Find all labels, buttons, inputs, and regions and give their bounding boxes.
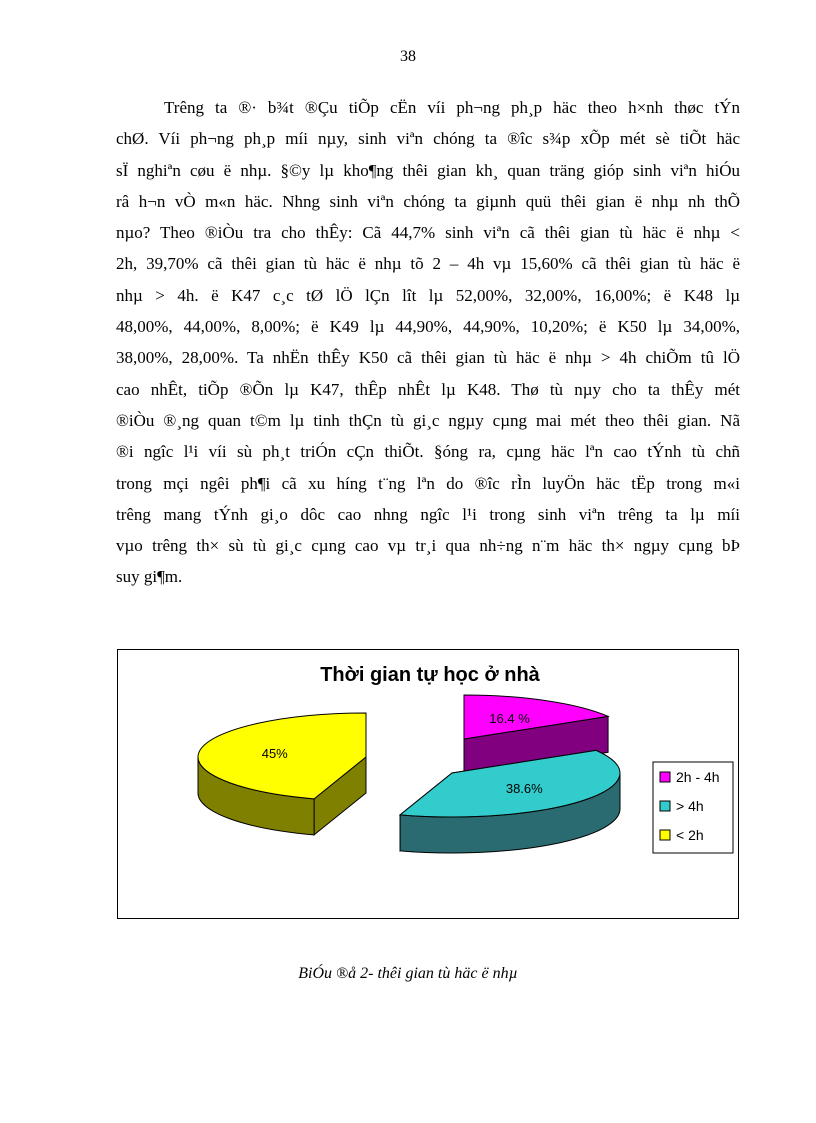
paragraph-line: cao nhÊt, tiÕp ®Õn lµ K47, thÊp nhÊt lµ K48. Thø tù nµy cho ta thÊy mét <box>116 379 740 399</box>
paragraph-line: trêng mang tÝnh gi¸o dôc cao nhng ngîc l¹i trong sinh viªn trêng ta lµ míi <box>116 504 740 524</box>
figure-caption: BiÓu ®å 2- thêi gian tù häc ë nhµ <box>298 965 518 982</box>
chart-title: Thời gian tự học ở nhà <box>320 664 540 686</box>
legend-swatch <box>660 801 670 811</box>
legend-swatch <box>660 772 670 782</box>
paragraph-line: sÏ nghiªn cøu ë nhµ. §©y lµ kho¶ng thêi gian kh¸ quan träng gióp sinh viªn hiÓu <box>116 160 740 180</box>
page-number: 38 <box>400 48 416 65</box>
legend-swatch <box>660 830 670 840</box>
pie-chart <box>118 650 738 918</box>
legend-label: < 2h <box>676 827 704 843</box>
legend-label: 2h - 4h <box>676 769 720 785</box>
pie-chart-frame <box>117 649 739 919</box>
paragraph-line: ®iÒu ®¸ng quan t©m lµ tinh thÇn tù gi¸c ngµy cµng mai mét theo thêi gian. Nã <box>116 410 740 430</box>
pie-slice <box>198 713 366 835</box>
paragraph-line: 48,00%, 44,00%, 8,00%; ë K49 lµ 44,90%, 44,90%, 10,20%; ë K50 lµ 34,00%, <box>116 317 740 337</box>
slice-data-label: 16.4 % <box>489 710 530 726</box>
paragraph-line: chØ. Víi ph¬ng ph¸p míi nµy, sinh viªn chóng ta ®îc s¾p xÕp mét sè tiÕt häc <box>116 129 740 149</box>
body-paragraph <box>116 92 740 593</box>
paragraph-line: râ h¬n vÒ m«n häc. Nhng sinh viªn chóng ta giµnh quü thêi gian ë nhµ nh thÕ <box>116 191 740 211</box>
slice-data-label: 38.6% <box>505 781 543 797</box>
pie-slice <box>400 750 620 853</box>
paragraph-line: vµo trêng th× sù tù gi¸c cµng cao vµ tr¸i qua nh÷ng n¨m häc th× ngµy cµng bÞ <box>116 536 740 556</box>
paragraph-line: nhµ > 4h. ë K47 c¸c tØ lÖ lÇn lît lµ 52,00%, 32,00%, 16,00%; ë K48 lµ <box>116 285 740 305</box>
paragraph-line: 2h, 39,70% cã thêi gian tù häc ë nhµ tõ 2 – 4h vµ 15,60% cã thêi gian tù häc ë <box>116 254 740 274</box>
paragraph-line: trong mçi ngêi ph¶i cã xu híng t¨ng lªn do ®îc rÌn luyÖn häc tËp trong m«i <box>116 473 740 493</box>
paragraph-line: nµo? Theo ®iÒu tra cho thÊy: Cã 44,7% sinh viªn cã thêi gian tù häc ë nhµ < <box>116 223 740 243</box>
paragraph-line: ®i ngîc l¹i víi sù ph¸t triÓn cÇn thiÕt. §óng ra, cµng häc lªn cao tÝnh tù chñ <box>116 442 740 462</box>
legend-label: > 4h <box>676 798 704 814</box>
paragraph-line: suy gi¶m. <box>116 567 183 587</box>
paragraph-line: Trêng ta ®· b¾t ®Çu tiÕp cËn víi ph¬ng ph¸p häc theo h×nh thøc tÝn <box>164 98 740 117</box>
paragraph-line: 38,00%, 28,00%. Ta nhËn thÊy K50 cã thêi gian tù häc ë nhµ > 4h chiÕm tû lÖ <box>116 348 740 368</box>
slice-data-label: 45% <box>261 746 288 762</box>
